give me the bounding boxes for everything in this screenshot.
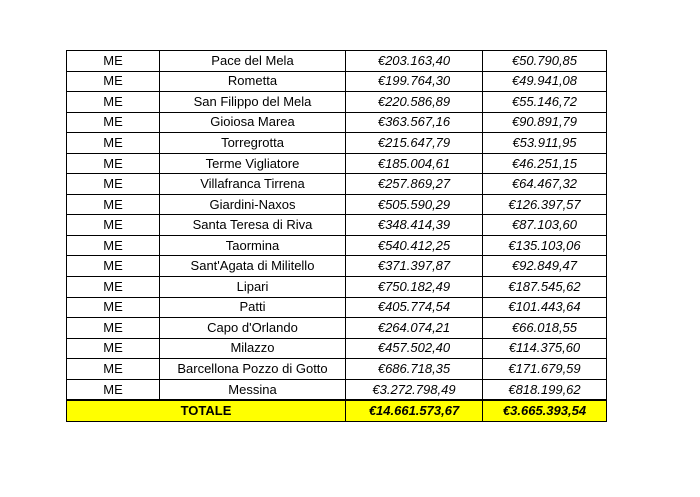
province-cell[interactable]: ME bbox=[67, 51, 160, 72]
table-row bbox=[67, 51, 607, 72]
amount-cell[interactable]: €540.412,25 bbox=[346, 235, 483, 256]
province-cell[interactable]: ME bbox=[67, 338, 160, 359]
amount-cell[interactable]: €46.251,15 bbox=[483, 153, 607, 174]
total-label[interactable]: TOTALE bbox=[67, 400, 346, 421]
municipality-cell[interactable]: Giardini-Naxos bbox=[160, 194, 346, 215]
amount-cell[interactable]: €215.647,79 bbox=[346, 133, 483, 154]
table-body bbox=[67, 51, 607, 422]
amount-cell[interactable]: €92.849,47 bbox=[483, 256, 607, 277]
municipality-cell[interactable]: Messina bbox=[160, 379, 346, 400]
amount-cell[interactable]: €90.891,79 bbox=[483, 112, 607, 133]
amount-cell[interactable]: €686.718,35 bbox=[346, 359, 483, 380]
province-cell[interactable]: ME bbox=[67, 297, 160, 318]
municipality-cell[interactable]: Capo d'Orlando bbox=[160, 318, 346, 339]
amount-cell[interactable]: €3.272.798,49 bbox=[346, 379, 483, 400]
table-row bbox=[67, 277, 607, 298]
amount-cell[interactable]: €53.911,95 bbox=[483, 133, 607, 154]
table-row bbox=[67, 318, 607, 339]
province-cell[interactable]: ME bbox=[67, 215, 160, 236]
table-row bbox=[67, 297, 607, 318]
amount-cell[interactable]: €64.467,32 bbox=[483, 174, 607, 195]
table-row bbox=[67, 153, 607, 174]
amount-cell[interactable]: €363.567,16 bbox=[346, 112, 483, 133]
province-cell[interactable]: ME bbox=[67, 359, 160, 380]
table-row bbox=[67, 133, 607, 154]
amount-cell[interactable]: €135.103,06 bbox=[483, 235, 607, 256]
municipality-cell[interactable]: Taormina bbox=[160, 235, 346, 256]
table-row bbox=[67, 235, 607, 256]
amount-cell[interactable]: €126.397,57 bbox=[483, 194, 607, 215]
province-cell[interactable]: ME bbox=[67, 194, 160, 215]
amount-cell[interactable]: €187.545,62 bbox=[483, 277, 607, 298]
amount-cell[interactable]: €87.103,60 bbox=[483, 215, 607, 236]
total-amount-cell[interactable]: €14.661.573,67 bbox=[346, 400, 483, 421]
amount-cell[interactable]: €55.146,72 bbox=[483, 92, 607, 113]
amount-cell[interactable]: €818.199,62 bbox=[483, 379, 607, 400]
amount-cell[interactable]: €185.004,61 bbox=[346, 153, 483, 174]
table-row bbox=[67, 379, 607, 400]
amount-cell[interactable]: €505.590,29 bbox=[346, 194, 483, 215]
amount-cell[interactable]: €220.586,89 bbox=[346, 92, 483, 113]
amount-cell[interactable]: €49.941,08 bbox=[483, 71, 607, 92]
amount-cell[interactable]: €371.397,87 bbox=[346, 256, 483, 277]
municipality-cell[interactable]: Terme Vigliatore bbox=[160, 153, 346, 174]
municipality-cell[interactable]: Milazzo bbox=[160, 338, 346, 359]
amount-cell[interactable]: €457.502,40 bbox=[346, 338, 483, 359]
province-cell[interactable]: ME bbox=[67, 133, 160, 154]
municipality-cell[interactable]: Rometta bbox=[160, 71, 346, 92]
table-row bbox=[67, 174, 607, 195]
province-cell[interactable]: ME bbox=[67, 92, 160, 113]
municipality-cell[interactable]: Lipari bbox=[160, 277, 346, 298]
table-row bbox=[67, 359, 607, 380]
municipality-cell[interactable]: Barcellona Pozzo di Gotto bbox=[160, 359, 346, 380]
amount-cell[interactable]: €114.375,60 bbox=[483, 338, 607, 359]
province-cell[interactable]: ME bbox=[67, 379, 160, 400]
table-row bbox=[67, 92, 607, 113]
municipality-cell[interactable]: Gioiosa Marea bbox=[160, 112, 346, 133]
municipality-cell[interactable]: Torregrotta bbox=[160, 133, 346, 154]
amount-cell[interactable]: €66.018,55 bbox=[483, 318, 607, 339]
amount-cell[interactable]: €101.443,64 bbox=[483, 297, 607, 318]
municipality-cell[interactable]: Santa Teresa di Riva bbox=[160, 215, 346, 236]
province-cell[interactable]: ME bbox=[67, 112, 160, 133]
province-cell[interactable]: ME bbox=[67, 318, 160, 339]
province-cell[interactable]: ME bbox=[67, 256, 160, 277]
table-row bbox=[67, 338, 607, 359]
province-cell[interactable]: ME bbox=[67, 174, 160, 195]
table-row bbox=[67, 71, 607, 92]
amount-cell[interactable]: €50.790,85 bbox=[483, 51, 607, 72]
amount-cell[interactable]: €264.074,21 bbox=[346, 318, 483, 339]
amount-cell[interactable]: €171.679,59 bbox=[483, 359, 607, 380]
municipality-cell[interactable]: Pace del Mela bbox=[160, 51, 346, 72]
amount-cell[interactable]: €257.869,27 bbox=[346, 174, 483, 195]
table-row bbox=[67, 256, 607, 277]
table-row bbox=[67, 112, 607, 133]
municipality-cell[interactable]: San Filippo del Mela bbox=[160, 92, 346, 113]
amount-cell[interactable]: €750.182,49 bbox=[346, 277, 483, 298]
table-row bbox=[67, 194, 607, 215]
municipality-cell[interactable]: Patti bbox=[160, 297, 346, 318]
amount-cell[interactable]: €405.774,54 bbox=[346, 297, 483, 318]
municipality-cell[interactable]: Villafranca Tirrena bbox=[160, 174, 346, 195]
province-cell[interactable]: ME bbox=[67, 153, 160, 174]
amount-cell[interactable]: €203.163,40 bbox=[346, 51, 483, 72]
table-row bbox=[67, 215, 607, 236]
province-cell[interactable]: ME bbox=[67, 235, 160, 256]
amount-cell[interactable]: €199.764,30 bbox=[346, 71, 483, 92]
spreadsheet-table bbox=[66, 50, 607, 422]
total-amount-cell[interactable]: €3.665.393,54 bbox=[483, 400, 607, 421]
amount-cell[interactable]: €348.414,39 bbox=[346, 215, 483, 236]
total-row bbox=[67, 400, 607, 421]
province-cell[interactable]: ME bbox=[67, 277, 160, 298]
municipality-cell[interactable]: Sant'Agata di Militello bbox=[160, 256, 346, 277]
province-cell[interactable]: ME bbox=[67, 71, 160, 92]
